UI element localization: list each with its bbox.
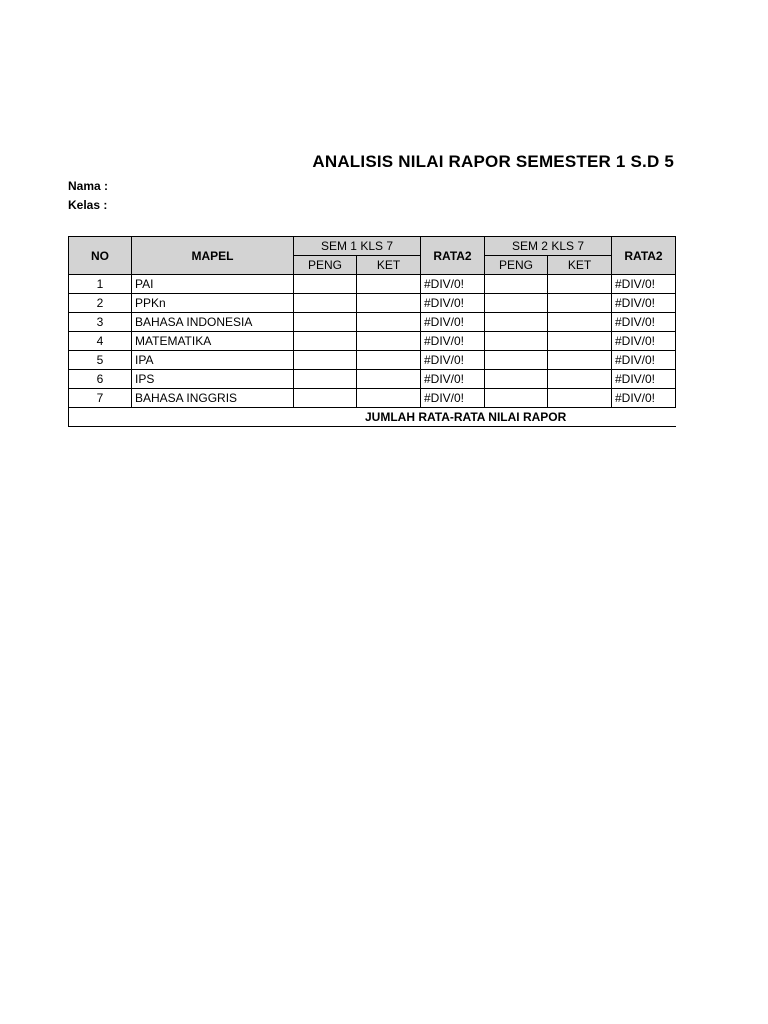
grade-table <box>68 236 676 427</box>
header-sem1: SEM 1 KLS 7 <box>294 237 421 256</box>
page-title: ANALISIS NILAI RAPOR SEMESTER 1 S.D 5 <box>312 152 674 171</box>
table-row <box>69 351 676 370</box>
header-sem2-ket: KET <box>548 256 612 275</box>
cell-rata2-sem1: #DIV/0! <box>421 313 485 332</box>
cell-sem2-ket <box>548 332 612 351</box>
cell-sem1-ket <box>357 313 421 332</box>
cell-no: 5 <box>69 351 132 370</box>
header-row-1 <box>69 237 676 256</box>
cell-no: 1 <box>69 275 132 294</box>
cell-sem1-ket <box>357 275 421 294</box>
table-row <box>69 275 676 294</box>
cell-sem1-peng <box>294 389 357 408</box>
cell-sem2-ket <box>548 313 612 332</box>
cell-sem2-peng <box>485 370 548 389</box>
cell-sem1-ket <box>357 351 421 370</box>
cell-sem1-peng <box>294 351 357 370</box>
cell-rata2-sem1: #DIV/0! <box>421 275 485 294</box>
header-rata2-sem1: RATA2 <box>421 237 485 275</box>
cell-sem1-peng <box>294 275 357 294</box>
cell-sem2-peng <box>485 313 548 332</box>
cell-sem1-ket <box>357 294 421 313</box>
cell-rata2-sem2: #DIV/0! <box>612 332 676 351</box>
cell-no: 3 <box>69 313 132 332</box>
header-sem1-ket: KET <box>357 256 421 275</box>
cell-sem1-peng <box>294 313 357 332</box>
cell-rata2-sem2: #DIV/0! <box>612 370 676 389</box>
cell-sem1-ket <box>357 332 421 351</box>
cell-sem2-ket <box>548 351 612 370</box>
cell-rata2-sem2: #DIV/0! <box>612 389 676 408</box>
cell-sem2-ket <box>548 275 612 294</box>
nama-label: Nama : <box>68 179 109 193</box>
header-rata2-sem2: RATA2 <box>612 237 676 275</box>
header-mapel: MAPEL <box>132 237 294 275</box>
cell-sem1-peng <box>294 332 357 351</box>
cell-sem1-peng <box>294 294 357 313</box>
cell-sem2-peng <box>485 351 548 370</box>
table-row <box>69 370 676 389</box>
cell-no: 7 <box>69 389 132 408</box>
cell-mapel: BAHASA INGGRIS <box>132 389 294 408</box>
cell-sem2-ket <box>548 370 612 389</box>
cell-mapel: IPA <box>132 351 294 370</box>
table-row <box>69 332 676 351</box>
cell-mapel: BAHASA INDONESIA <box>132 313 294 332</box>
header-sem2: SEM 2 KLS 7 <box>485 237 612 256</box>
footer-label: JUMLAH RATA-RATA NILAI RAPOR <box>69 408 676 427</box>
cell-rata2-sem2: #DIV/0! <box>612 294 676 313</box>
cell-sem2-peng <box>485 332 548 351</box>
cell-rata2-sem2: #DIV/0! <box>612 313 676 332</box>
cell-sem1-ket <box>357 370 421 389</box>
table-row <box>69 294 676 313</box>
cell-mapel: PAI <box>132 275 294 294</box>
cell-sem1-peng <box>294 370 357 389</box>
cell-sem2-ket <box>548 294 612 313</box>
cell-mapel: MATEMATIKA <box>132 332 294 351</box>
cell-no: 6 <box>69 370 132 389</box>
table-row <box>69 313 676 332</box>
cell-sem2-peng <box>485 294 548 313</box>
footer-row <box>69 408 676 427</box>
cell-rata2-sem1: #DIV/0! <box>421 351 485 370</box>
cell-sem2-peng <box>485 389 548 408</box>
header-no: NO <box>69 237 132 275</box>
cell-mapel: IPS <box>132 370 294 389</box>
header-sem2-peng: PENG <box>485 256 548 275</box>
cell-rata2-sem1: #DIV/0! <box>421 389 485 408</box>
cell-sem2-peng <box>485 275 548 294</box>
cell-rata2-sem2: #DIV/0! <box>612 351 676 370</box>
table-row <box>69 389 676 408</box>
cell-sem2-ket <box>548 389 612 408</box>
cell-sem1-ket <box>357 389 421 408</box>
header-sem1-peng: PENG <box>294 256 357 275</box>
kelas-label: Kelas : <box>68 198 108 212</box>
cell-rata2-sem2: #DIV/0! <box>612 275 676 294</box>
cell-no: 2 <box>69 294 132 313</box>
cell-rata2-sem1: #DIV/0! <box>421 332 485 351</box>
cell-mapel: PPKn <box>132 294 294 313</box>
cell-rata2-sem1: #DIV/0! <box>421 294 485 313</box>
cell-rata2-sem1: #DIV/0! <box>421 370 485 389</box>
cell-no: 4 <box>69 332 132 351</box>
